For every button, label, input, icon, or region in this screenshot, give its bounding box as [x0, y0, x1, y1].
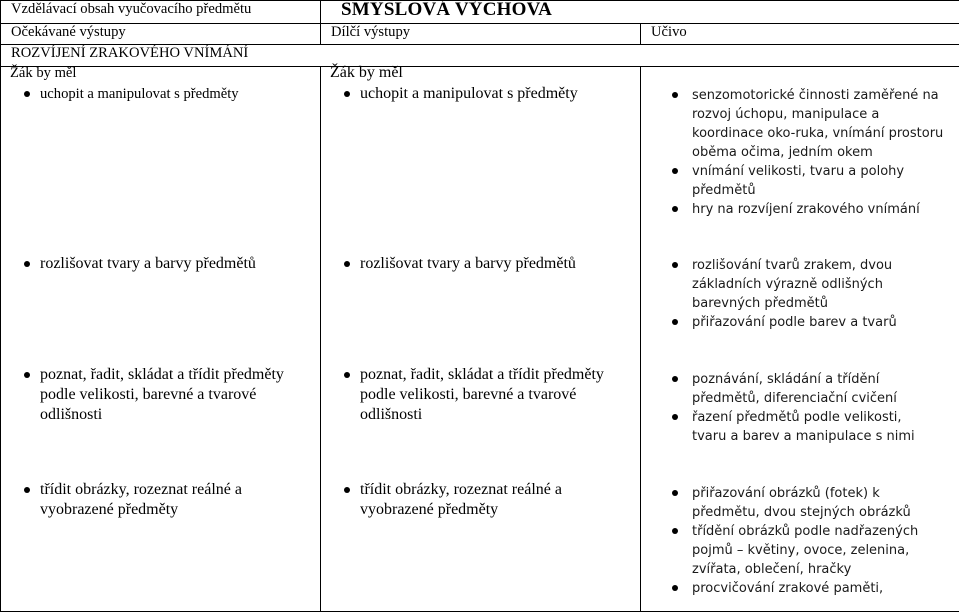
curriculum-item: rozlišování tvarů zrakem, dvou základních výrazně odlišných barevných předmětů	[668, 256, 918, 313]
expected-item: uchopit a manipulovat s předměty	[0, 84, 320, 104]
column-curriculum: Učivo	[641, 24, 959, 45]
column-expected: Očekávané výstupy	[1, 24, 321, 45]
curriculum-item: procvičování zrakové paměti,	[668, 579, 930, 598]
partial-item: uchopit a manipulovat s předměty	[320, 84, 640, 104]
curriculum-item: třídění obrázků podle nadřazených pojmů – květiny, ovoce, zelenina, zvířata, oblečení, hračky	[668, 522, 930, 579]
curriculum-item: řazení předmětů podle velikosti, tvaru a barev a manipulace s nimi	[668, 408, 940, 446]
curriculum-item: vnímání velikosti, tvaru a polohy předmětů	[668, 162, 954, 200]
curriculum-row-3	[668, 370, 940, 446]
column-partial: Dílčí výstupy	[321, 24, 641, 45]
expected-row-2	[0, 254, 310, 274]
partial-item: poznat, řadit, skládat a třídit předměty podle velikosti, barevné a tvarové odlišnosti	[320, 365, 636, 425]
expected-lead: Žák by měl	[10, 65, 77, 81]
expected-row-4	[0, 480, 300, 520]
expected-item: třídit obrázky, rozeznat reálné a vyobrazené předměty	[0, 480, 300, 520]
expected-item: rozlišovat tvary a barvy předmětů	[0, 254, 310, 274]
expected-row-1	[0, 84, 320, 104]
partial-row-1	[320, 84, 640, 104]
subject-title: SMYSLOVÁ VÝCHOVA	[321, 1, 959, 24]
partial-item: třídit obrázky, rozeznat reálné a vyobrazené předměty	[320, 480, 620, 520]
partial-row-4	[320, 480, 620, 520]
partial-column	[320, 64, 640, 104]
curriculum-item: senzomotorické činnosti zaměřené na rozvoj úchopu, manipulace a koordinace oko-ruka, vnímání prostoru oběma očima, jedním okem	[668, 86, 954, 162]
header-row	[1, 1, 959, 24]
partial-outputs-cell	[321, 66, 641, 611]
curriculum-item: přiřazování podle barev a tvarů	[668, 313, 918, 332]
expected-item: poznat, řadit, skládat a třídit předměty podle velikosti, barevné a tvarové odlišnosti	[0, 365, 316, 425]
partial-lead: Žák by měl	[330, 64, 403, 81]
section-title-row	[1, 45, 959, 66]
curriculum-row-4	[668, 484, 930, 598]
curriculum-item: poznávání, skládání a třídění předmětů, diferenciační cvičení	[668, 370, 940, 408]
expected-outputs-cell	[1, 66, 321, 611]
partial-row-2	[320, 254, 630, 274]
expected-row-3	[0, 365, 316, 425]
curriculum-item: hry na rozvíjení zrakového vnímání	[668, 200, 954, 219]
partial-row-3	[320, 365, 636, 425]
column-header-row	[1, 24, 959, 45]
curriculum-row-1	[668, 86, 954, 219]
curriculum-row-2	[668, 256, 918, 332]
partial-item: rozlišovat tvary a barvy předmětů	[320, 254, 630, 274]
curriculum-item: přiřazování obrázků (fotek) k předmětu, dvou stejných obrázků	[668, 484, 930, 522]
expected-column	[0, 64, 320, 104]
section-title: ROZVÍJENÍ ZRAKOVÉHO VNÍMÁNÍ	[1, 45, 959, 66]
header-title: Vzdělávací obsah vyučovacího předmětu	[1, 1, 321, 24]
